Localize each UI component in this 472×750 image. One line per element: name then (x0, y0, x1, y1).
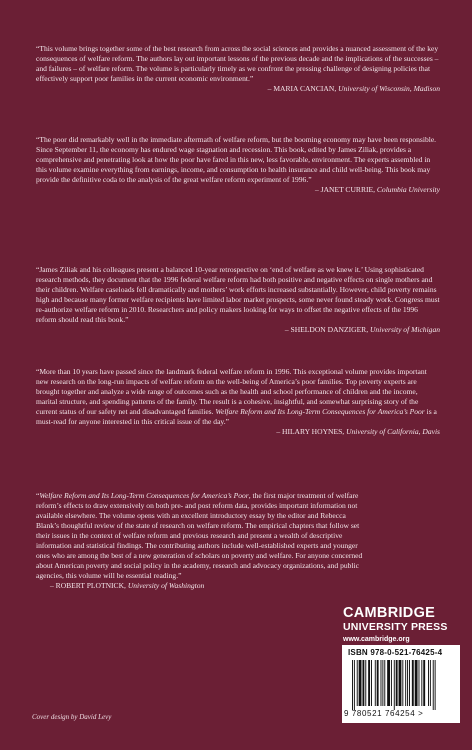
barcode-bar (402, 660, 403, 706)
endorsement-hoynes (36, 367, 440, 437)
endorsement-text: “This volume brings together some of the best research from across the social sciences and provides a nuanced assessment of the key consequences of welfare reform. The authors lay out important lessons of the previous decade and the implications of the successes – and failures – of welfare reform. The volume is particularly timely as we confront the pressing challenge of designing policies that effectively support poor families in the current economic environment.” (36, 44, 439, 84)
endorsement-text: “James Ziliak and his colleagues present a balanced 10-year retrospective on ‘end of welfare as we knew it.’ Using sophisticated research methods, they document that the 1996 federal welfare reform had both positive and negative effects on single mothers and their children. Welfare caseloads fell dramatically and mothers’ work efforts increased substantially. However, child poverty remains high and because many former welfare recipients have limited labor market prospects, some never found steady work. Congress must re-authorize welfare reform in 2010. Researchers and policy makers looking for ways to offset the negative effects of the 1996 reform should read this book.” (36, 265, 440, 325)
publisher-name: CAMBRIDGE (343, 605, 436, 621)
endorsement-affiliation: University of Wisconsin, Madison (338, 84, 440, 94)
barcode-bar (394, 660, 395, 710)
barcode-bar (433, 660, 434, 710)
barcode-bar (381, 660, 382, 706)
barcode-bars (352, 660, 452, 710)
endorsement-author: – JANET CURRIE, (314, 185, 377, 195)
barcode-bar (423, 660, 425, 706)
barcode-bar (387, 660, 390, 706)
endorsement-attribution (36, 427, 440, 437)
barcode-bar (428, 660, 429, 706)
endorsement-affiliation: Columbia University (376, 185, 440, 195)
publisher-press: UNIVERSITY PRESS (343, 621, 448, 633)
publisher-url: www.cambridge.org (343, 636, 410, 643)
barcode-bar (382, 660, 383, 706)
barcode-bar (415, 660, 418, 706)
barcode-bar (412, 660, 414, 706)
endorsement-text: “The poor did remarkably well in the immediate aftermath of welfare reform, but the booming economy may have been responsible. Since September 11, the economy has endured wage stagnation and recession. This book, edited by James Ziliak, provides a comprehensive and penetrating look at how the poor have fared in this new, less favorable, environment. The experts assembled in this volume examine everything from earnings, income, and consumption to health insurance and child well-being. This book may provide the definitive coda to the analysis of the great welfare reform experiment of 1996.” (36, 135, 437, 185)
barcode-bar (396, 660, 398, 706)
endorsement-attribution (36, 581, 366, 591)
isbn-number: ISBN 978-0-521-76425-4 (348, 648, 443, 657)
barcode-bar (399, 660, 402, 706)
endorsement-affiliation: University of California, Davis (346, 427, 440, 437)
barcode-graphic (352, 660, 452, 710)
barcode-bar (365, 660, 366, 706)
barcode-bar (375, 660, 376, 706)
endorsement-attribution (36, 84, 440, 94)
barcode-bar (362, 660, 364, 706)
endorsement-affiliation: University of Washington (127, 581, 205, 591)
open-quote: “ (36, 491, 40, 500)
barcode-bar (359, 660, 362, 706)
endorsement-affiliation: University of Michigan (369, 325, 440, 335)
endorsement-text-after: , the first major treatment of welfare reform’s effects to draw extensively on both pre- and post reform data, provides important information not available elsewhere. The volume opens with an excellent introductory essay by the editor and Rebecca Blank’s thoughtful review of the state of research on welfare reform. The empirical chapters that follow set their issues in the context of welfare reform and previous research and present a wealth of descriptive information and statistical findings. The contributing authors include well-established experts and younger ones who are among the best of a new generation of scholars on poverty and welfare. For anyone concerned about American poverty and social policy in the academy, research and advocacy organizations, and public agencies, this volume will be essential reading.” (36, 491, 363, 581)
isbn-barcode (342, 645, 460, 723)
barcode-bar (430, 660, 431, 706)
endorsement-currie (36, 135, 440, 195)
barcode-bar (352, 660, 353, 710)
barcode-bar (435, 660, 436, 710)
barcode-bar (409, 660, 410, 706)
endorsement-plotnick (36, 491, 366, 591)
endorsement-attribution (36, 325, 440, 335)
endorsement-text-after: is a must-read for anyone interested in this critical issue of the day.” (36, 407, 437, 427)
book-title: Welfare Reform and Its Long-Term Consequences for America’s Poor (39, 491, 249, 500)
barcode-bar (371, 660, 372, 706)
cover-design-credit: Cover design by David Levy (32, 713, 112, 721)
endorsement-attribution (36, 185, 440, 195)
barcode-bar (407, 660, 408, 706)
barcode-bar (368, 660, 370, 706)
barcode-bar (419, 660, 420, 706)
endorsement-text (36, 491, 366, 581)
barcode-bar (384, 660, 385, 706)
barcode-bar (377, 660, 379, 706)
barcode-bar (357, 660, 358, 706)
barcode-digits: 9 780521 764254 > (344, 709, 424, 718)
endorsement-text-before: “More than 10 years have passed since the landmark federal welfare reform in 1996. This exceptional volume provides important new research on the long-run impacts of welfare reform on the well-being of America’s poor families. Top poverty experts are brought together and analyze a wide range of outcomes such as the health and school performance of children and the income, marital structure, and spending patterns of the family. The result is a cohesive, insightful, and somewhat surprising story of the current status of our safety net and disadvantaged families. (36, 367, 427, 417)
endorsement-danziger (36, 265, 440, 335)
barcode-bar (354, 660, 355, 710)
barcode-bar (405, 660, 406, 706)
endorsement-author: – MARIA CANCIAN, (267, 84, 339, 94)
endorsement-author: – ROBERT PLOTNICK, (50, 581, 128, 591)
barcode-bar (421, 660, 422, 706)
publisher-logo (343, 606, 455, 645)
book-title: Welfare Reform and Its Long-Term Consequences for America’s Poor (215, 407, 425, 417)
endorsement-author: – SHELDON DANZIGER, (284, 325, 370, 335)
endorsement-author: – HILARY HOYNES, (276, 427, 347, 437)
barcode-bar (391, 660, 392, 706)
endorsement-cancian (36, 44, 440, 94)
endorsement-text (36, 367, 440, 427)
